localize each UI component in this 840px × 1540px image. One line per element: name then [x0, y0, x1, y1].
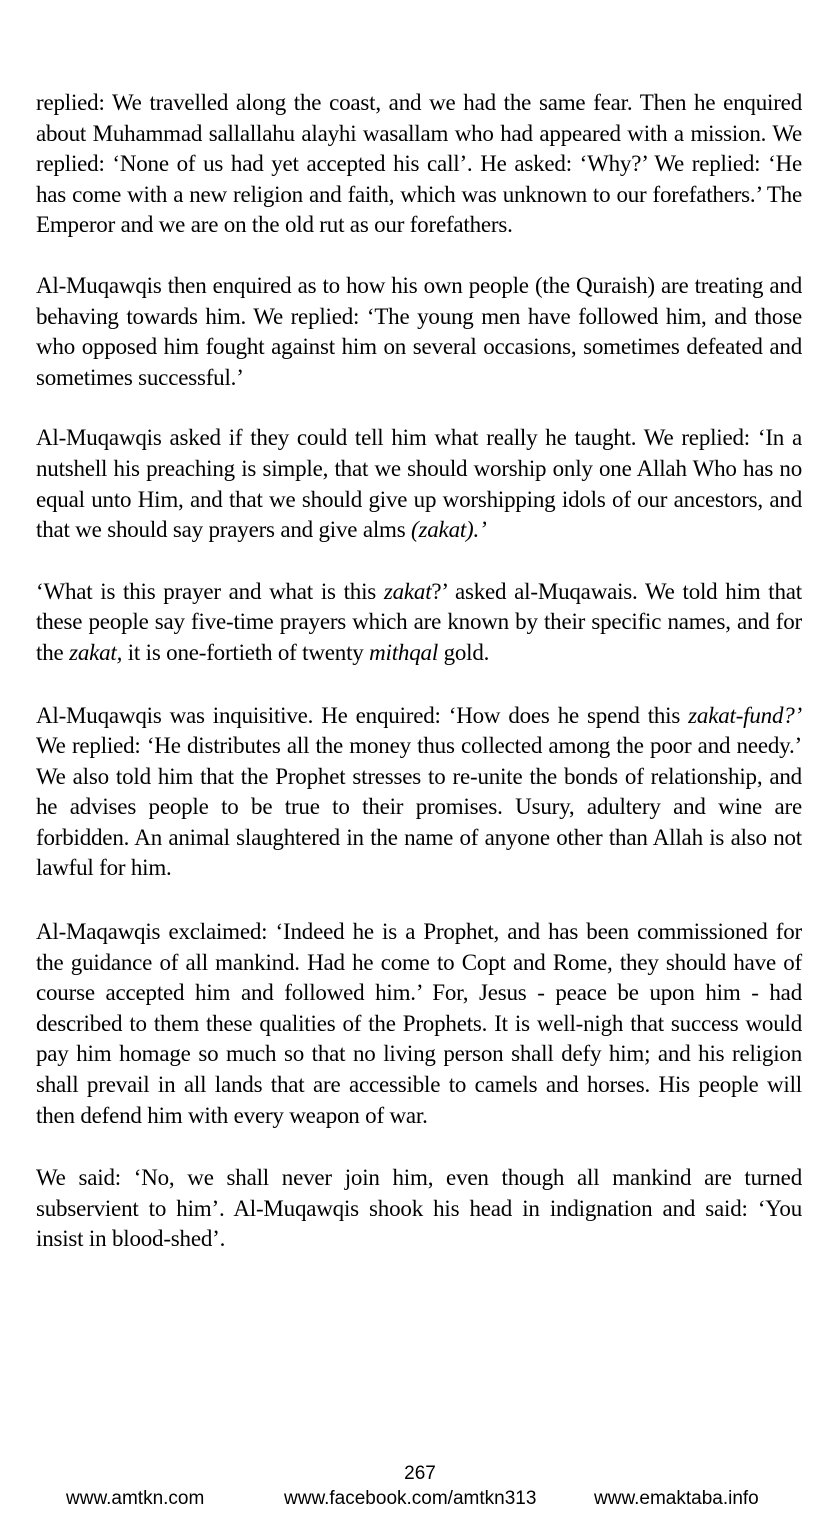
paragraph — [36, 701, 802, 885]
paragraph — [36, 423, 802, 545]
footer-link-left[interactable]: www.amtkn.com — [66, 1488, 205, 1509]
paragraph — [36, 917, 802, 1131]
text-run: Al-Muqawqis was inquisitive. He enquired: ‘How does he spend this — [36, 702, 689, 728]
paragraph — [36, 88, 802, 241]
italic-term: zakat — [383, 578, 432, 604]
paragraph — [36, 271, 802, 393]
text-run: ‘What is this prayer and what is this — [36, 578, 384, 604]
footer — [0, 1487, 840, 1513]
text-run: Al-Maqawqis exclaimed: ‘Indeed he is a Prophet, and has been commissioned for the guidance of all mankind. Had he come to Copt and Rome, they should have of course accepted him and followed him.’ For, Jesus - peace be upon him - had described to them these qualities of the Prophets. It is well-nigh that success would pay him homage so much so that no living person shall defy him; and his religion shall prevail in all lands that are accessible to camels and horses. His people will then defend him with every weapon of war. — [36, 919, 802, 1128]
text-run: Al-Muqawqis then enquired as to how his own people (the Quraish) are treating and behaving towards him. We replied: ‘The young men have followed him, and those who opposed him fought against him on several occasions, sometimes defeated and sometimes successful.’ — [36, 272, 802, 390]
footer-link-center[interactable]: www.facebook.com/amtkn313 — [284, 1488, 537, 1509]
italic-term: mithqal — [369, 639, 439, 665]
text-run: We said: ‘No, we shall never join him, even though all mankind are turned subservient to him’. Al-Muqawqis shook his head in indignation and said: ‘You insist in blood-shed’. — [36, 1165, 802, 1252]
italic-term: zakat, — [69, 639, 123, 665]
paragraph — [36, 577, 802, 669]
page-number: 267 — [404, 1463, 436, 1484]
italic-term: zakat-fund?’ — [688, 702, 802, 728]
text-run: We replied: ‘He distributes all the money thus collected among the poor and needy.’ We also told him that the Prophet stresses to re-unite the bonds of relationship, and he advises people to be true to their promises. Usury, adultery and wine are forbidden. An animal slaughtered in the name of anyone other than Allah is also not lawful for him. — [36, 733, 802, 881]
text-run: replied: We travelled along the coast, and we had the same fear. Then he enquired about Muhammad sallallahu alayhi wasallam who had appeared with a mission. We replied: ‘None of us had yet accepted his call’. He asked: ‘Why?’ We replied: ‘He has come with a new religion and faith, which was unknown to our forefathers.’ The Emperor and we are on the old rut as our forefathers. — [36, 90, 802, 238]
page-body — [36, 88, 802, 1285]
text-run: Al-Muqawqis asked if they could tell him what really he taught. We replied: ‘In a nutshell his preaching is simple, that we should worship only one Allah Who has no equal unto Him, and that we should give up worshipping idols of our ancestors, and that we should say prayers and give alms — [36, 425, 802, 543]
text-run: ?’ asked al-Muqawais. We told him that these people say five-time prayers which are known by their specific names, and for the — [36, 578, 802, 665]
footer-link-right[interactable]: www.emaktaba.info — [594, 1488, 759, 1509]
paragraph — [36, 1163, 802, 1255]
italic-term: (zakat).’ — [411, 517, 487, 543]
text-run: it is one-fortieth of twenty — [122, 639, 370, 665]
text-run: gold. — [438, 639, 490, 665]
